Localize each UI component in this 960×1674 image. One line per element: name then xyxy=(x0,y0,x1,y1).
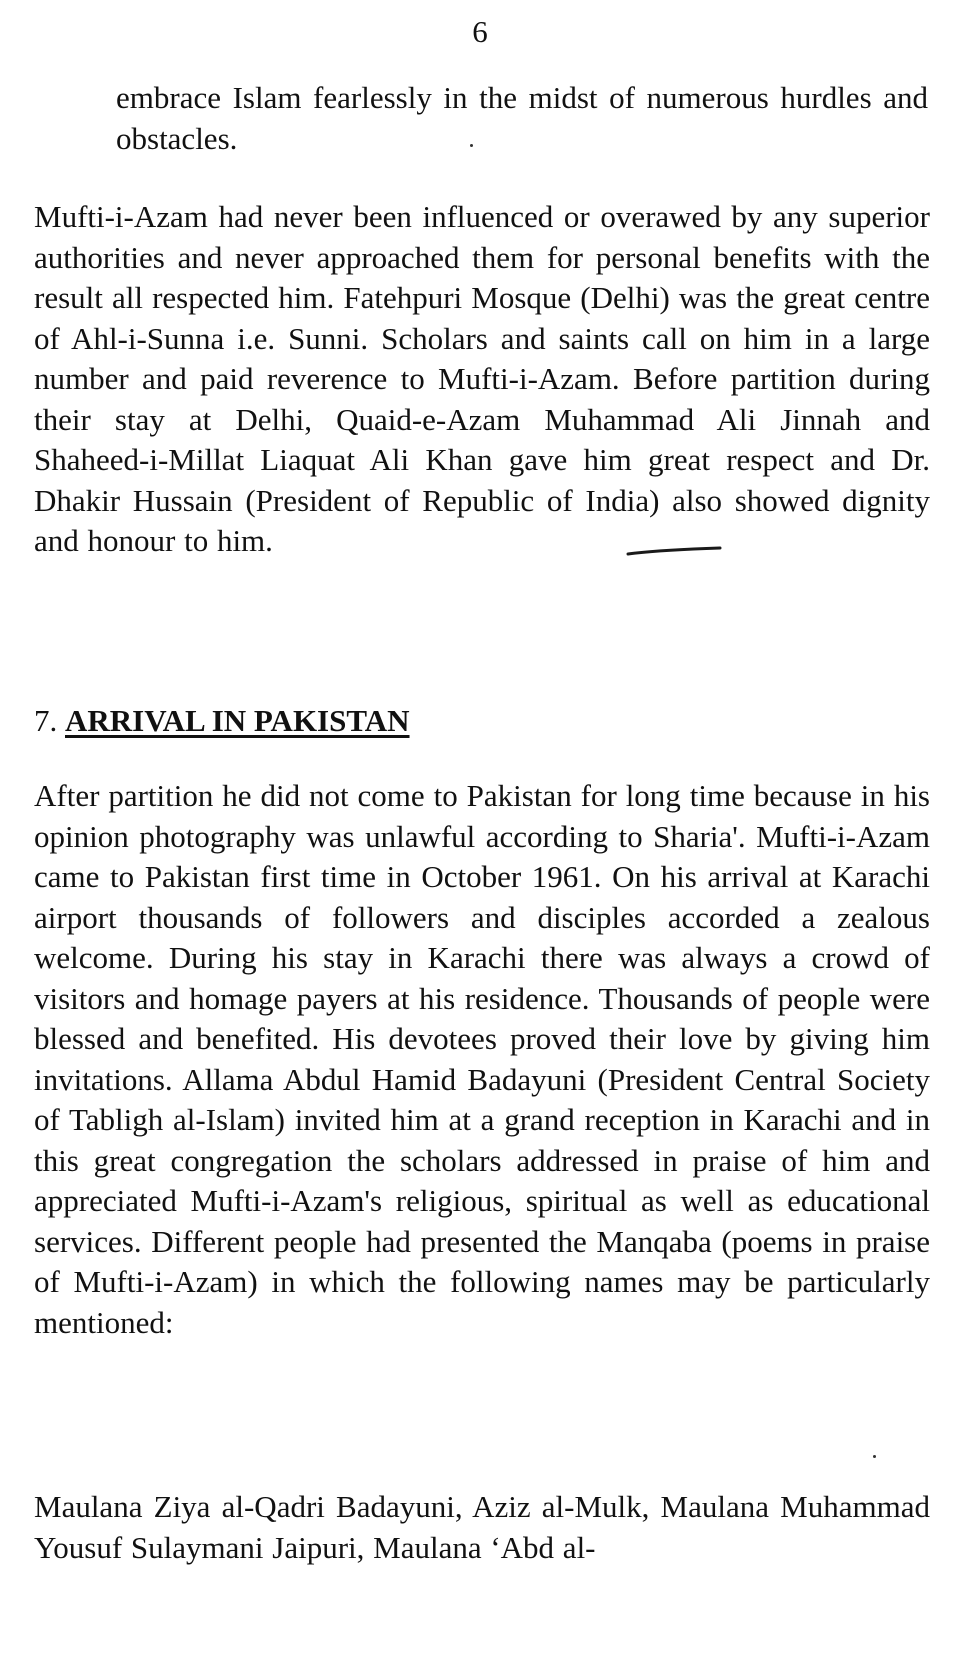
paragraph-mufti-influence: Mufti-i-Azam had never been influenced or overawed by any superior authorities and never approached them for personal benefits with the result all respected him. Fatehpuri Mosque (Delhi) was the great centre of Ahl-i-Sunna i.e. Sunni. Scholars and saints call on him in a large number and paid reverence to Mufti-i-Azam. Before partition during their stay at Delhi, Quaid-e-Azam Muhammad Ali Jinnah and Shaheed-i-Millat Liaquat Ali Khan gave him great respect and Dr. Dhakir Hussain (President of Republic of India) also showed dignity and honour to him. xyxy=(34,199,930,558)
section-heading xyxy=(34,701,410,741)
paragraph-continuation: embrace Islam fearlessly in the midst of numerous hurdles and obstacles. xyxy=(116,80,928,156)
section-title: ARRIVAL IN PAKISTAN xyxy=(65,703,410,738)
paragraph-arrival: After partition he did not come to Pakistan for long time because in his opinion photography was unlawful according to Sharia'. Mufti-i-Azam came to Pakistan first time in October 1961. On his arrival at Karachi airport thousands of followers and disciples accorded a zealous welcome. During his stay in Karachi there was always a crowd of visitors and homage payers at his residence. Thousands of people were blessed and benefited. His devotees proved their love by giving him invitations. Allama Abdul Hamid Badayuni (President Central Society of Tabligh al-Islam) invited him at a grand reception in Karachi and in this great congregation the scholars addressed in praise of him and appreciated Mufti-i-Azam's religious, spiritual as well as educational services. Different people had presented the Manqaba (poems in praise of Mufti-i-Azam) in which the following names may be particularly mentioned: xyxy=(34,778,930,1340)
speck-mark xyxy=(470,144,473,147)
speck-mark xyxy=(873,1455,876,1458)
section-number: 7. xyxy=(34,703,58,738)
page-number: 6 xyxy=(472,14,488,49)
paragraph-names: Maulana Ziya al-Qadri Badayuni, Aziz al-Mulk, Maulana Muhammad Yousuf Sulaymani Jaipuri, Maulana ‘Abd al- xyxy=(34,1489,930,1565)
